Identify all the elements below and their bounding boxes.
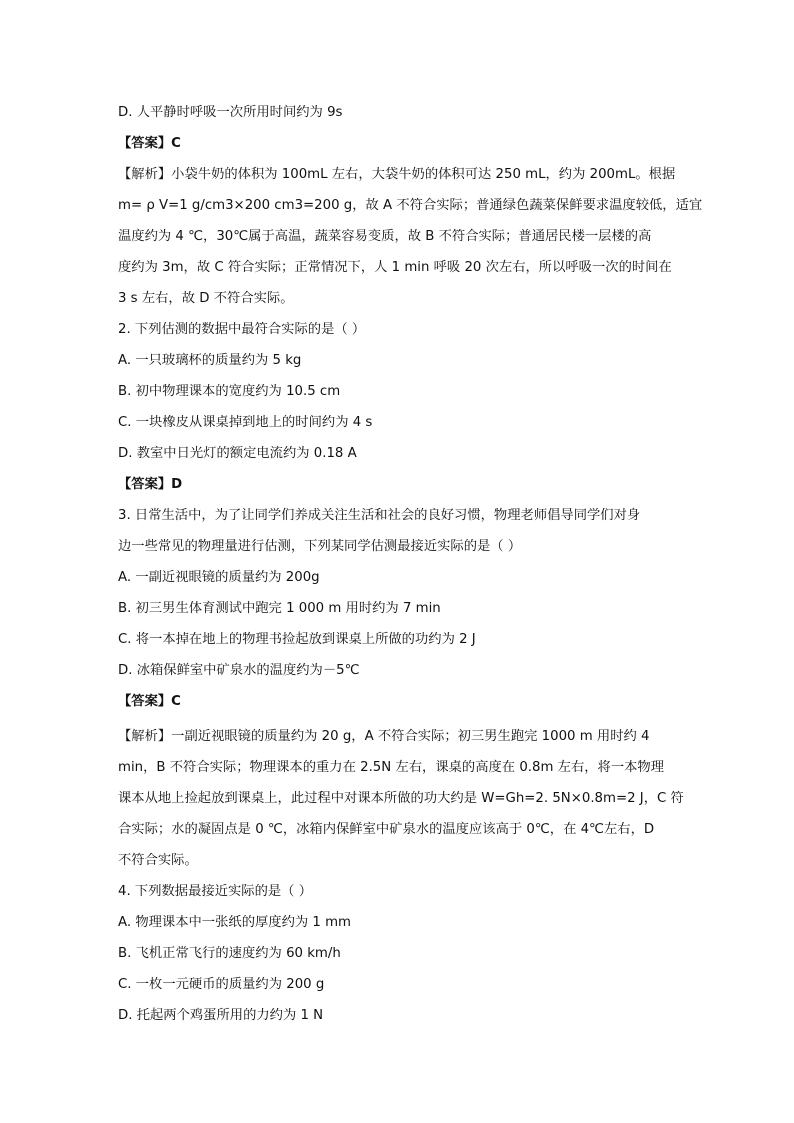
- analysis-q1-line-1: 【解析】小袋牛奶的体积为 100mL 左右，大袋牛奶的体积可达 250 mL，约为 200mL。根据: [118, 167, 676, 182]
- question-4-stem: 4. 下列数据最接近实际的是（ ）: [118, 884, 312, 899]
- question-2-stem: 2. 下列估测的数据中最符合实际的是（ ）: [118, 322, 366, 337]
- analysis-q1-line-2: m= ρ V=1 g/cm3×200 cm3=200 g，故 A 不符合实际；普通绿色蔬菜保鲜要求温度较低，适宜: [118, 198, 703, 213]
- question-4-option-b: B. 飞机正常飞行的速度约为 60 km/h: [118, 946, 341, 961]
- analysis-q3-line-5: 不符合实际。: [118, 853, 198, 868]
- analysis-q3-line-1: 【解析】一副近视眼镜的质量约为 20 g，A 不符合实际；初三男生跑完 1000 m 用时约 4: [118, 729, 650, 744]
- question-2-option-d: D. 教室中日光灯的额定电流约为 0.18 A: [118, 446, 357, 461]
- question-4-option-c: C. 一枚一元硬币的质量约为 200 g: [118, 977, 325, 992]
- question-3-option-d: D. 冰箱保鲜室中矿泉水的温度约为－5℃: [118, 663, 360, 678]
- question-4-option-a: A. 物理课本中一张纸的厚度约为 1 mm: [118, 915, 351, 930]
- answer-label-q1: 【答案】C: [118, 136, 181, 151]
- analysis-q1-line-3: 温度约为 4 ℃，30℃属于高温，蔬菜容易变质，故 B 不符合实际；普通居民楼一层楼的高: [118, 229, 652, 244]
- option-d-q1: D. 人平静时呼吸一次所用时间约为 9s: [118, 105, 343, 120]
- question-3-stem-line-2: 边一些常见的物理量进行估测，下列某同学估测最接近实际的是（ ）: [118, 539, 522, 554]
- question-4-option-d: D. 托起两个鸡蛋所用的力约为 1 N: [118, 1008, 324, 1023]
- question-3-stem-line-1: 3. 日常生活中，为了让同学们养成关注生活和社会的良好习惯，物理老师倡导同学们对身: [118, 508, 641, 523]
- analysis-q3-line-3: 课本从地上捡起放到课桌上，此过程中对课本所做的功大约是 W=Gh=2. 5N×0.8m=2 J，C 符: [118, 791, 684, 806]
- question-2-option-c: C. 一块橡皮从课桌掉到地上的时间约为 4 s: [118, 415, 373, 430]
- question-2-option-b: B. 初中物理课本的宽度约为 10.5 cm: [118, 384, 341, 399]
- analysis-q1-line-4: 度约为 3m，故 C 符合实际；正常情况下，人 1 min 呼吸 20 次左右，所以呼吸一次的时间在: [118, 260, 672, 275]
- question-3-option-b: B. 初三男生体育测试中跑完 1 000 m 用时约为 7 min: [118, 601, 441, 616]
- question-2-option-a: A. 一只玻璃杯的质量约为 5 kg: [118, 353, 302, 368]
- analysis-q3-line-4: 合实际；水的凝固点是 0 ℃，冰箱内保鲜室中矿泉水的温度应该高于 0℃，在 4℃左右，D: [118, 822, 655, 837]
- question-3-option-a: A. 一副近视眼镜的质量约为 200g: [118, 570, 320, 585]
- answer-label-q3: 【答案】C: [118, 694, 181, 709]
- answer-label-q2: 【答案】D: [118, 477, 183, 492]
- analysis-q3-line-2: min，B 不符合实际；物理课本的重力在 2.5N 左右，课桌的高度在 0.8m 左右，将一本物理: [118, 760, 665, 775]
- analysis-q1-line-5: 3 s 左右，故 D 不符合实际。: [118, 291, 294, 306]
- question-3-option-c: C. 将一本掉在地上的物理书捡起放到课桌上所做的功约为 2 J: [118, 632, 476, 647]
